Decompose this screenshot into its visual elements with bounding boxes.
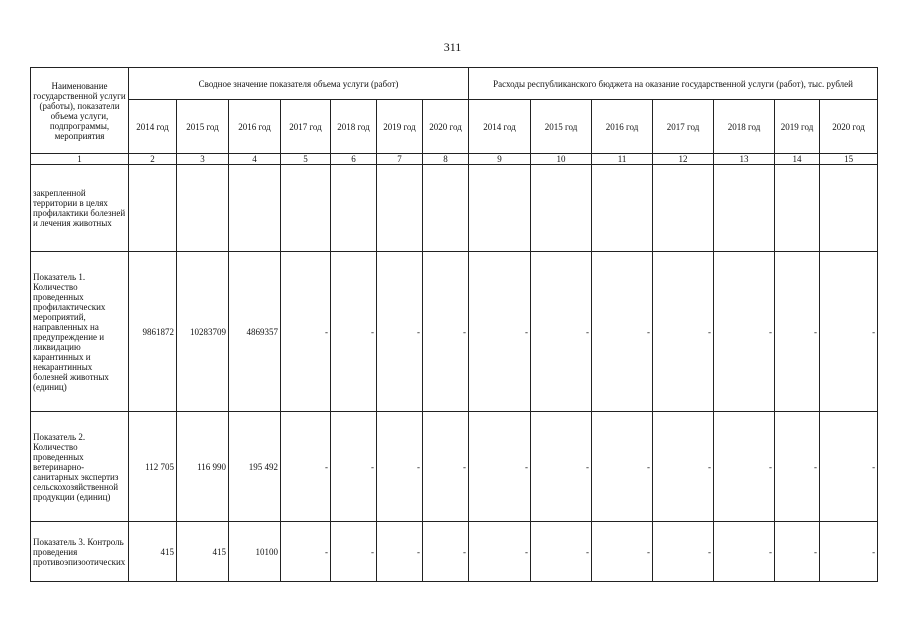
expense-year-header: 2017 год (653, 100, 714, 154)
expense-year-header: 2014 год (469, 100, 531, 154)
value-cell: - (469, 522, 531, 582)
expense-year-header: 2016 год (592, 100, 653, 154)
budget-table (30, 67, 878, 582)
value-cell (177, 165, 229, 252)
value-cell: 116 990 (177, 412, 229, 522)
page-number: 311 (443, 40, 462, 54)
value-cell: 10283709 (177, 252, 229, 412)
column-number: 3 (177, 154, 229, 165)
value-cell (281, 165, 331, 252)
volume-year-header: 2018 год (331, 100, 377, 154)
table-row (31, 252, 878, 412)
column-number: 11 (592, 154, 653, 165)
value-cell: - (531, 522, 592, 582)
value-cell: - (592, 412, 653, 522)
value-cell: - (653, 252, 714, 412)
volume-year-header: 2020 год (423, 100, 469, 154)
value-cell: - (469, 412, 531, 522)
value-cell: - (281, 522, 331, 582)
table-row (31, 522, 878, 582)
value-cell (331, 165, 377, 252)
value-cell (592, 165, 653, 252)
volume-year-header: 2014 год (129, 100, 177, 154)
value-cell (377, 165, 423, 252)
expense-group-header: Расходы республиканского бюджета на оказание государственной услуги (работ), тыс. рублей (469, 68, 878, 100)
value-cell: - (820, 522, 878, 582)
value-cell (469, 165, 531, 252)
column-number: 9 (469, 154, 531, 165)
value-cell: - (531, 252, 592, 412)
value-cell: - (281, 412, 331, 522)
volume-year-header: 2017 год (281, 100, 331, 154)
expense-year-header: 2020 год (820, 100, 878, 154)
value-cell: - (775, 522, 820, 582)
value-cell: - (714, 522, 775, 582)
name-column-header: Наименование государственной услуги (работы), показатели объема услуги, подпрограммы, мероприятия (31, 68, 129, 154)
value-cell (714, 165, 775, 252)
value-cell: 9861872 (129, 252, 177, 412)
value-cell (820, 165, 878, 252)
value-cell: - (469, 252, 531, 412)
value-cell: 4869357 (229, 252, 281, 412)
value-cell: 195 492 (229, 412, 281, 522)
column-number: 8 (423, 154, 469, 165)
column-number: 12 (653, 154, 714, 165)
column-number: 7 (377, 154, 423, 165)
value-cell: - (423, 522, 469, 582)
row-name: закрепленной территории в целях профилактики болезней и лечения животных (31, 165, 129, 252)
row-name: Показатель 3. Контроль проведения противоэпизоотических (31, 522, 129, 582)
value-cell: - (281, 252, 331, 412)
column-number: 1 (31, 154, 129, 165)
column-number: 2 (129, 154, 177, 165)
value-cell: 415 (177, 522, 229, 582)
value-cell: - (775, 252, 820, 412)
value-cell: - (653, 522, 714, 582)
expense-year-header: 2019 год (775, 100, 820, 154)
column-number: 13 (714, 154, 775, 165)
row-name: Показатель 2. Количество проведенных ветеринарно-санитарных экспертиз сельскохозяйственной продукции (единиц) (31, 412, 129, 522)
column-number: 6 (331, 154, 377, 165)
value-cell: - (331, 412, 377, 522)
value-cell: - (653, 412, 714, 522)
column-number: 14 (775, 154, 820, 165)
column-number: 4 (229, 154, 281, 165)
value-cell: - (820, 412, 878, 522)
value-cell: - (377, 252, 423, 412)
value-cell: - (775, 412, 820, 522)
volume-year-header: 2015 год (177, 100, 229, 154)
column-number: 10 (531, 154, 592, 165)
value-cell (531, 165, 592, 252)
volume-year-header: 2016 год (229, 100, 281, 154)
value-cell: - (377, 412, 423, 522)
column-number: 15 (820, 154, 878, 165)
expense-year-header: 2018 год (714, 100, 775, 154)
value-cell: 112 705 (129, 412, 177, 522)
value-cell: - (592, 522, 653, 582)
value-cell: 10100 (229, 522, 281, 582)
value-cell (229, 165, 281, 252)
value-cell: - (331, 252, 377, 412)
value-cell: - (423, 252, 469, 412)
volume-group-header: Сводное значение показателя объема услуги (работ) (129, 68, 469, 100)
column-number: 5 (281, 154, 331, 165)
value-cell (423, 165, 469, 252)
value-cell: - (714, 252, 775, 412)
row-name: Показатель 1. Количество проведенных профилактических мероприятий, направленных на предупреждение и ликвидацию карантинных и некарантинных болезней животных (единиц) (31, 252, 129, 412)
volume-year-header: 2019 год (377, 100, 423, 154)
table-row (31, 412, 878, 522)
value-cell: - (377, 522, 423, 582)
value-cell: - (592, 252, 653, 412)
value-cell: - (331, 522, 377, 582)
value-cell: - (531, 412, 592, 522)
value-cell: - (714, 412, 775, 522)
value-cell (775, 165, 820, 252)
value-cell: 415 (129, 522, 177, 582)
expense-year-header: 2015 год (531, 100, 592, 154)
value-cell: - (820, 252, 878, 412)
value-cell (653, 165, 714, 252)
table-row (31, 165, 878, 252)
value-cell (129, 165, 177, 252)
value-cell: - (423, 412, 469, 522)
